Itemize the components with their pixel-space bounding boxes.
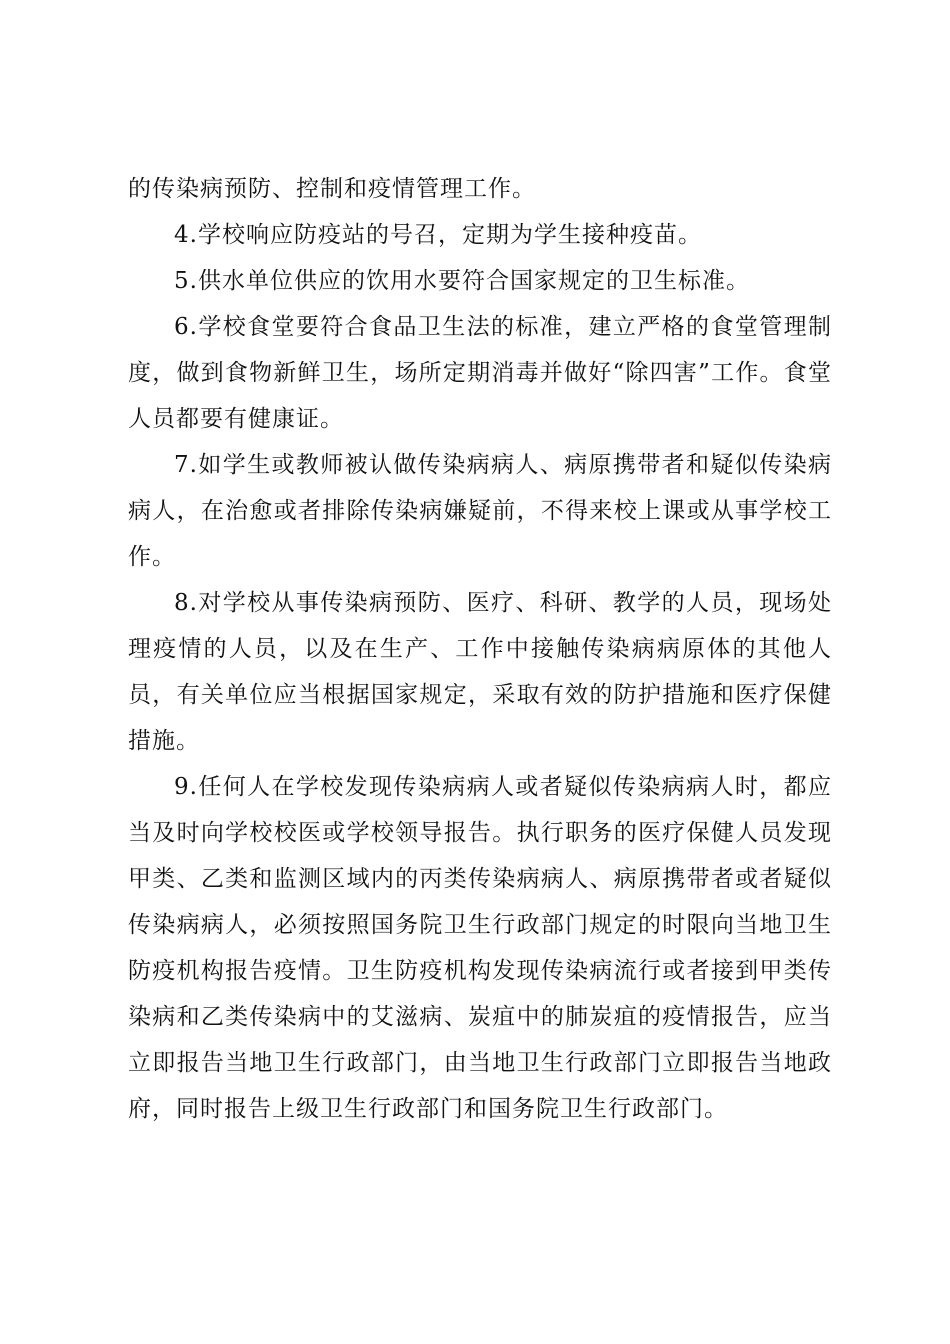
- paragraph-item-9: 9.任何人在学校发现传染病病人或者疑似传染病病人时，都应当及时向学校校医或学校领导报告。执行职务的医疗保健人员发现甲类、乙类和监测区域内的丙类传染病病人、病原携带者或者疑似传染病病人，必须按照国务院卫生行政部门规定的时限向当地卫生防疫机构报告疫情。卫生防疫机构发现传染病流行或者接到甲类传染病和乙类传染病中的艾滋病、炭疽中的肺炭疽的疫情报告，应当立即报告当地卫生行政部门，由当地卫生行政部门立即报告当地政府，同时报告上级卫生行政部门和国务院卫生行政部门。: [128, 774, 832, 1122]
- paragraph-item-8: 8.对学校从事传染病预防、医疗、科研、教学的人员，现场处理疫情的人员，以及在生产、工作中接触传染病病原体的其他人员，有关单位应当根据国家规定，采取有效的防护措施和医疗保健措施。: [128, 590, 832, 754]
- paragraph-item-4: 4.学校响应防疫站的号召，定期为学生接种疫苗。: [174, 222, 702, 248]
- document-body: [128, 166, 832, 1132]
- paragraph-item-7: 7.如学生或教师被认做传染病病人、病原携带者和疑似传染病病人，在治愈或者排除传染病嫌疑前，不得来校上课或从事学校工作。: [128, 452, 832, 570]
- paragraph-item-6: 6.学校食堂要符合食品卫生法的标准，建立严格的食堂管理制度，做到食物新鲜卫生，场所定期消毒并做好“除四害”工作。食堂人员都要有健康证。: [128, 314, 832, 432]
- paragraph-item-5: 5.供水单位供应的饮用水要符合国家规定的卫生标准。: [174, 268, 750, 294]
- paragraph-continuation: 的传染病预防、控制和疫情管理工作。: [128, 176, 536, 202]
